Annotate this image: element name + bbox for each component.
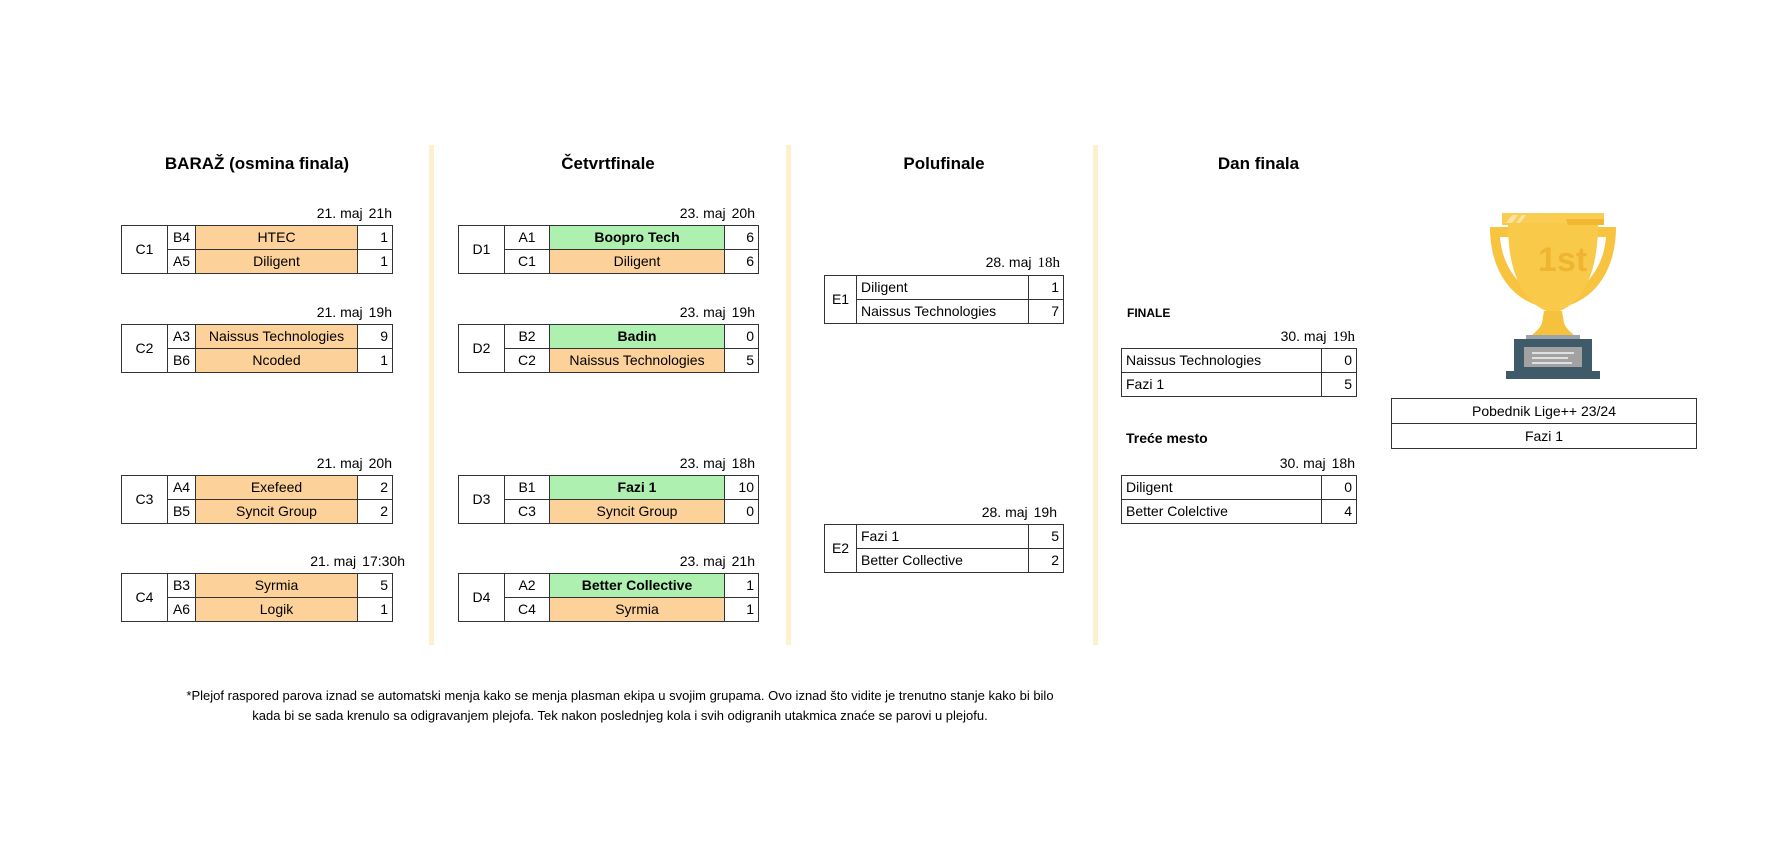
team-score: 6 (725, 226, 759, 250)
seed: A2 (505, 574, 550, 598)
team-row (825, 300, 1064, 324)
team-name: Better Collective (857, 549, 1029, 573)
team-row (825, 549, 1064, 573)
match-time: 18h (731, 455, 755, 471)
seed: C1 (505, 250, 550, 274)
match-time: 20h (731, 205, 755, 221)
team-score: 5 (725, 349, 759, 373)
team-score: 1 (358, 349, 393, 373)
trophy-icon (1468, 205, 1638, 385)
match-id: E1 (825, 276, 857, 324)
team-name: Fazi 1 (857, 525, 1029, 549)
match-table (121, 573, 393, 622)
team-name: Diligent (550, 250, 725, 274)
match-time: 19h (1033, 504, 1057, 520)
match-id: C1 (122, 226, 168, 274)
team-score: 0 (725, 500, 759, 524)
match-date: 21. maj (316, 205, 363, 221)
team-score: 1 (358, 226, 393, 250)
team-row (1122, 476, 1357, 500)
team-score: 1 (725, 574, 759, 598)
team-row (122, 325, 393, 349)
seed: B6 (168, 349, 196, 373)
final-label: FINALE (1127, 306, 1171, 320)
match-datetime (1240, 455, 1355, 471)
header-quarterfinals: Četvrtfinale (561, 154, 655, 173)
team-row (825, 525, 1064, 549)
team-name: Naissus Technologies (196, 325, 358, 349)
match-table (458, 475, 759, 524)
team-row (1122, 349, 1357, 373)
match-date: 28. maj (985, 254, 1032, 270)
match-table (458, 324, 759, 373)
team-row (122, 476, 393, 500)
footnote-line: *Plejof raspored parova iznad se automatski menja kako se menja plasman ekipa u svojim grupama. Ovo iznad što vidite je trenutno stanje kako bi bilo (186, 688, 1054, 703)
footnote-line: kada bi se sada krenulo sa odigravanjem plejofa. Tek nakon poslednjeg kola i svih odigranih utakmica znaće se parovi u plejofu. (252, 708, 988, 723)
team-name: Diligent (1122, 476, 1322, 500)
seed: A4 (168, 476, 196, 500)
team-name: Badin (550, 325, 725, 349)
match-time: 21h (368, 205, 392, 221)
team-name: Naissus Technologies (550, 349, 725, 373)
column-divider (1093, 145, 1098, 645)
winner-title: Pobednik Lige++ 23/24 (1392, 399, 1697, 424)
team-row (459, 574, 759, 598)
team-row (1122, 373, 1357, 397)
team-score: 1 (1029, 276, 1064, 300)
match-datetime (660, 205, 755, 221)
match-date: 21. maj (310, 553, 357, 569)
match-table (1121, 348, 1357, 397)
team-score: 0 (725, 325, 759, 349)
team-score: 7 (1029, 300, 1064, 324)
third-place-label: Treće mesto (1126, 430, 1208, 446)
seed: A3 (168, 325, 196, 349)
match-table (121, 475, 393, 524)
seed: C2 (505, 349, 550, 373)
team-row (122, 226, 393, 250)
match-table (458, 573, 759, 622)
header-barraz: BARAŽ (osmina finala) (164, 154, 350, 173)
team-name: Logik (196, 598, 358, 622)
team-score: 5 (1029, 525, 1064, 549)
team-score: 4 (1322, 500, 1357, 524)
team-name: Ncoded (196, 349, 358, 373)
match-table (824, 524, 1064, 573)
match-datetime (950, 254, 1060, 272)
team-name: Syncit Group (196, 500, 358, 524)
match-table (458, 225, 759, 274)
team-name: Syrmia (550, 598, 725, 622)
match-table (1121, 475, 1357, 524)
team-score: 6 (725, 250, 759, 274)
match-id: D4 (459, 574, 505, 622)
match-datetime (300, 304, 392, 320)
trophy-badge: 1st (1538, 241, 1588, 279)
match-date: 23. maj (679, 205, 726, 221)
match-date: 30. maj (1280, 328, 1327, 344)
match-time: 19h (368, 304, 392, 320)
match-datetime (950, 504, 1057, 520)
match-datetime (660, 304, 755, 320)
column-divider (786, 145, 791, 645)
column-divider (429, 145, 434, 645)
match-datetime (280, 553, 405, 569)
seed: B3 (168, 574, 196, 598)
match-datetime (1240, 328, 1355, 346)
seed: C4 (505, 598, 550, 622)
match-time: 19h (1332, 329, 1355, 345)
team-score: 1 (725, 598, 759, 622)
header-semifinals: Polufinale (903, 154, 985, 173)
winner-team: Fazi 1 (1392, 424, 1697, 449)
match-datetime (660, 455, 755, 471)
winner-table (1391, 398, 1697, 449)
match-table (121, 324, 393, 373)
match-date: 21. maj (316, 304, 363, 320)
match-date: 30. maj (1279, 455, 1326, 471)
match-id: D1 (459, 226, 505, 274)
team-name: Naissus Technologies (857, 300, 1029, 324)
team-name: Diligent (196, 250, 358, 274)
match-time: 17:30h (362, 553, 405, 569)
team-name: Naissus Technologies (1122, 349, 1322, 373)
team-name: Syrmia (196, 574, 358, 598)
team-score: 2 (1029, 549, 1064, 573)
team-name: Boopro Tech (550, 226, 725, 250)
match-id: C2 (122, 325, 168, 373)
seed: B2 (505, 325, 550, 349)
match-id: D3 (459, 476, 505, 524)
match-time: 18h (1037, 255, 1060, 271)
match-id: D2 (459, 325, 505, 373)
team-name: Better Collective (550, 574, 725, 598)
team-score: 0 (1322, 476, 1357, 500)
team-row (122, 574, 393, 598)
team-row (1122, 500, 1357, 524)
match-date: 28. maj (981, 504, 1028, 520)
header-final-day: Dan finala (1217, 154, 1300, 173)
seed: B4 (168, 226, 196, 250)
match-datetime (300, 205, 392, 221)
team-score: 9 (358, 325, 393, 349)
team-score: 2 (358, 476, 393, 500)
team-score: 0 (1322, 349, 1357, 373)
team-name: Diligent (857, 276, 1029, 300)
seed: C3 (505, 500, 550, 524)
team-score: 10 (725, 476, 759, 500)
footnote (150, 686, 1090, 726)
team-score: 1 (358, 250, 393, 274)
match-time: 20h (368, 455, 392, 471)
team-score: 1 (358, 598, 393, 622)
match-table (824, 275, 1064, 324)
team-row (825, 276, 1064, 300)
match-datetime (300, 455, 392, 471)
match-time: 18h (1331, 455, 1355, 471)
match-datetime (660, 553, 755, 569)
team-row (459, 226, 759, 250)
team-name: Fazi 1 (1122, 373, 1322, 397)
match-id: C4 (122, 574, 168, 622)
team-name: Better Colelctive (1122, 500, 1322, 524)
match-date: 21. maj (316, 455, 363, 471)
team-name: HTEC (196, 226, 358, 250)
team-score: 5 (1322, 373, 1357, 397)
team-score: 5 (358, 574, 393, 598)
match-date: 23. maj (679, 455, 726, 471)
match-time: 19h (731, 304, 755, 320)
team-score: 2 (358, 500, 393, 524)
match-table (121, 225, 393, 274)
team-row (459, 476, 759, 500)
seed: A1 (505, 226, 550, 250)
match-time: 21h (731, 553, 755, 569)
seed: A5 (168, 250, 196, 274)
team-name: Fazi 1 (550, 476, 725, 500)
team-row (459, 325, 759, 349)
team-name: Exefeed (196, 476, 358, 500)
seed: B5 (168, 500, 196, 524)
match-id: E2 (825, 525, 857, 573)
match-date: 23. maj (679, 304, 726, 320)
match-id: C3 (122, 476, 168, 524)
seed: A6 (168, 598, 196, 622)
team-name: Syncit Group (550, 500, 725, 524)
match-date: 23. maj (679, 553, 726, 569)
seed: B1 (505, 476, 550, 500)
